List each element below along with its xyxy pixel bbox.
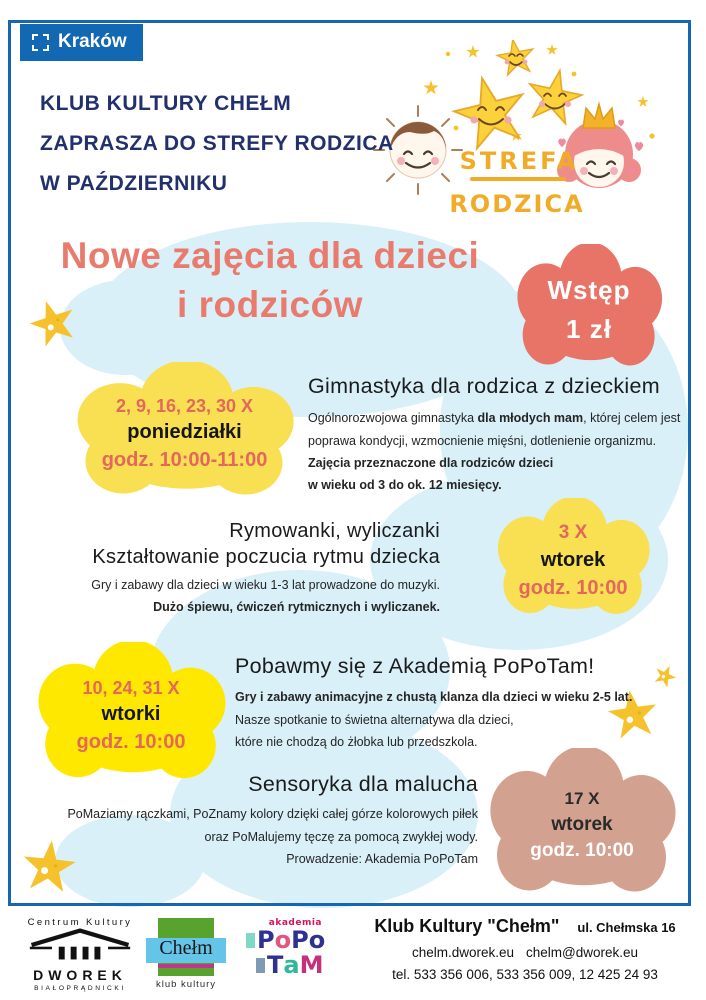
gym-day: poniedziałki (127, 421, 242, 444)
rhymes-date-cloud (487, 498, 659, 624)
sensory-dates: 17 X (564, 788, 600, 808)
sensory-day: wtorek (551, 813, 613, 835)
logo-text-rodzica: RODZICA (449, 190, 585, 218)
sensory-paragraph-2: oraz PoMalujemy tęczę za pomocą zwykłej wody. (204, 829, 478, 844)
smiling-star-icon (448, 70, 532, 152)
gym-paragraph-3: Zajęcia przeznaczone dla rodziców dzieci (308, 455, 554, 470)
dworek-house-icon (24, 928, 136, 962)
sensory-time: godz. 10:00 (530, 840, 634, 862)
sensory-title: Sensoryka dla malucha (248, 772, 478, 796)
header-line-2: ZAPRASZA DO STREFY RODZICA (40, 132, 394, 155)
logo-text-strefa: STREFA (459, 147, 579, 175)
popotam-logo-akademia: akademia (268, 918, 322, 928)
popotam-teal-square (246, 933, 255, 948)
rhymes-dates: 3 X (558, 522, 588, 544)
chelm-logo (146, 918, 226, 994)
rhymes-time: godz. 10:00 (518, 576, 628, 599)
krakow-logo (20, 24, 143, 61)
gym-title: Gimnastyka dla rodzica z dzieckiem (308, 374, 660, 398)
sensory-paragraph-3: Prowadzenie: Akademia PoPoTam (286, 851, 478, 866)
strefa-rodzica-logo (356, 40, 666, 240)
smiling-star-icon (523, 65, 586, 126)
section-gym (308, 372, 680, 496)
sensory-paragraph-1: PoMaziamy rączkami, PoZnamy kolory dzięki całej górze kolorowych piłek (67, 807, 478, 822)
crown-icon (583, 104, 615, 128)
title-line-2: i rodziców (177, 283, 363, 325)
popotam-logo-row-2: T a M (246, 953, 326, 978)
rhymes-paragraph-1: Gry i zabawy dla dzieci w wieku 1-3 lat prowadzone do muzyki. (91, 577, 440, 592)
poster-header (40, 84, 394, 204)
chelm-subname: klub kultury (155, 979, 217, 990)
admission-line-1: Wstęp (547, 275, 631, 305)
gym-dates: 2, 9, 16, 23, 30 X (115, 395, 254, 416)
page-title (40, 232, 500, 330)
popotam-time: godz. 10:00 (76, 731, 186, 754)
popotam-paragraph-1: Gry i zabawy animacyjne z chustą klanza dla dzieci w wieku 2-5 lat. (235, 690, 633, 705)
title-line-1: Nowe zajęcia dla dzieci (60, 235, 480, 276)
krakow-square-icon (32, 34, 49, 51)
club-website: chelm.dworek.eu (411, 945, 515, 960)
dworek-name: DWOREK (33, 967, 127, 983)
dworek-subname: BIAŁOPRĄDNICKI (34, 985, 126, 992)
contact-block (350, 916, 700, 982)
header-line-1: KLUB KULTURY CHEŁM (40, 92, 292, 115)
contact-web-line (350, 945, 700, 960)
popotam-paragraph-3: które nie chodzą do żłobka lub przedszkola. (235, 734, 478, 749)
dworek-logo (22, 917, 138, 992)
rhymes-paragraph-2: Dużo śpiewu, ćwiczeń rytmicznych i wyliczanek. (153, 600, 440, 615)
popotam-title: Pobawmy się z Akademią PoPoTam! (235, 654, 595, 678)
logo-underline (470, 177, 566, 181)
popotam-logo (246, 918, 326, 978)
club-name: Klub Kultury "Chełm" (374, 916, 560, 936)
chelm-name: Chełm (159, 937, 213, 959)
section-sensory (67, 770, 478, 870)
popotam-paragraph-2: Nasze spotkanie to świetna alternatywa dla dzieci, (235, 712, 514, 727)
club-phones: tel. 533 356 006, 533 356 009, 12 425 24 93 (392, 967, 658, 982)
gym-paragraph-4: w wieku od 3 do ok. 12 miesięcy. (308, 478, 502, 493)
section-rhymes (91, 518, 440, 618)
popotam-date-cloud (25, 642, 237, 790)
sensory-date-cloud (477, 748, 687, 904)
gym-time: godz. 10:00-11:00 (101, 449, 268, 472)
dworek-top-label: Centrum Kultury (27, 917, 133, 928)
header-line-3: W PAŹDZIERNIKU (40, 172, 228, 195)
club-email: chelm@dworek.eu (526, 945, 639, 960)
chelm-magenta-strip (158, 964, 214, 968)
popotam-logo-row-1: P o P o (246, 928, 326, 953)
gym-paragraph-1: Ogólnorozwojowa gimnastyka dla młodych mam, której celem jest (308, 411, 681, 426)
popotam-dates: 10, 24, 31 X (82, 677, 180, 698)
gym-date-cloud (62, 362, 307, 506)
popotam-day: wtorki (101, 703, 161, 726)
rhymes-title-1: Rymowanki, wyliczanki (229, 520, 440, 542)
section-popotam (235, 652, 632, 753)
rhymes-day: wtorek (540, 548, 606, 571)
admission-cloud (507, 244, 671, 376)
admission-line-2: 1 zł (566, 314, 612, 344)
club-address: ul. Chełmska 16 (577, 920, 676, 935)
gym-paragraph-2: poprawa kondycji, wzmocnienie mięśni, dotlenienie organizmu. (308, 433, 657, 448)
girl-face-icon (557, 104, 643, 188)
krakow-label: Kraków (58, 31, 127, 52)
smiling-star-icon (495, 40, 537, 76)
popotam-gray-bar (256, 958, 265, 973)
contact-name-line (350, 916, 700, 937)
rhymes-title-2: Kształtowanie poczucia rytmu dziecka (92, 546, 440, 569)
